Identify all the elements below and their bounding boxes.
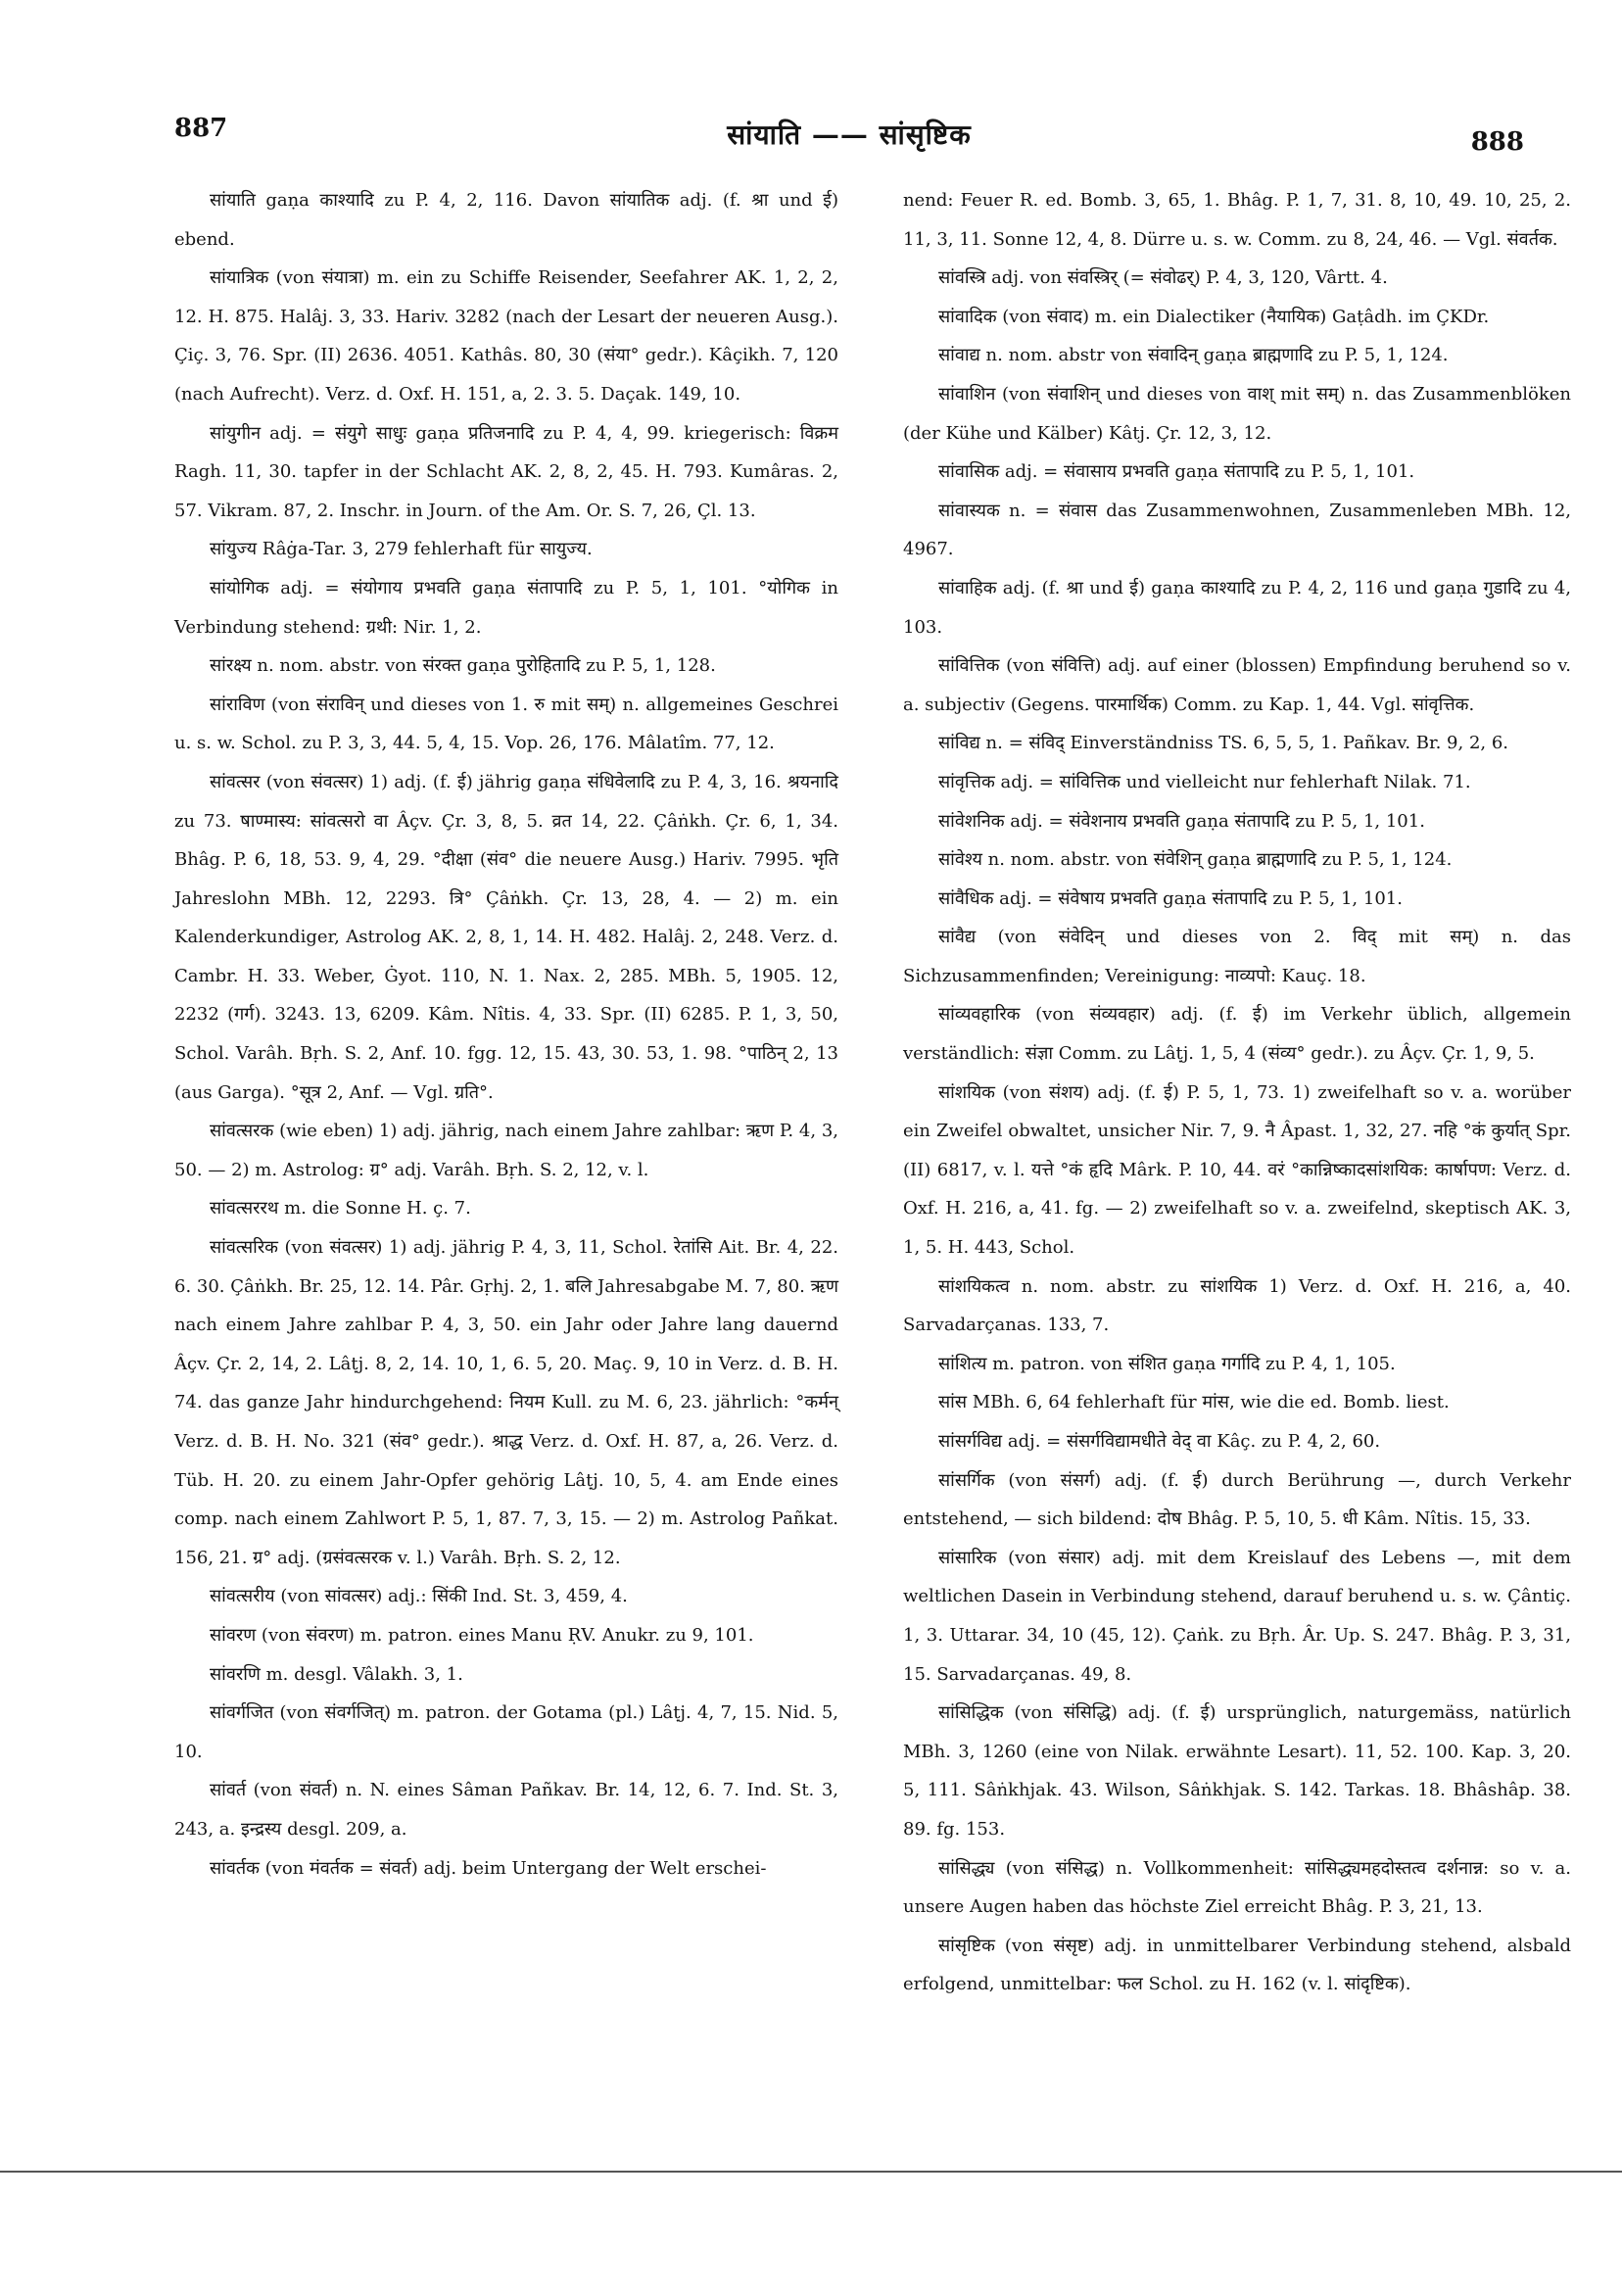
dictionary-entry: सांवस्त्रि adj. von संवस्त्रिर् (= संवोढर्) P. 4, 3, 120, Vârtt. 4. — [938, 267, 1388, 289]
left-column — [174, 181, 838, 1888]
dictionary-entry: सांशित्य m. patron. von संशित gaṇa गर्गादि zu P. 4, 1, 105. — [938, 1353, 1396, 1374]
dictionary-entry: सांवत्सरिक (von संवत्सर) 1) adj. jährig P. 4, 3, 11, Schol. रेतांसि Ait. Br. 4, 22. 6. 30. Çâṅkh. Br. 25, 12. 14. Pâr. Gṛhj. 2, 1. बलि Jahresabgabe M. 7, 80. ऋण nach einem Jahre zahlbar P. 4, 3, 50. ein Jahr oder Jahre lang dauernd Âçv. Çr. 2, 14, 2. Lâṭj. 8, 2, 14. 10, 1, 6. 5, 20. Maç. 9, 10 in Verz. d. B. H. 74. das ganze Jahr hindurchgehend: नियम Kull. zu M. 6, 23. jährlich: °कर्मन् Verz. d. B. H. No. 321 (संव° gedr.). श्राद्ध Verz. d. Oxf. H. 87, a, 26. Verz. d. Tüb. H. 20. zu einem Jahr-Opfer gehörig Lâṭj. 10, 5, 4. am Ende eines comp. nach einem Zahlwort P. 5, 1, 87. 7, 3, 15. — 2) m. Astrolog Pañkat. 156, 21. ग्र° adj. (ग्रसंवत्सरक v. l.) Varâh. Bṛh. S. 2, 12. — [174, 1237, 838, 1568]
dictionary-entry: सांवरणि m. desgl. Vâlakh. 3, 1. — [210, 1663, 463, 1685]
page-number-right: 888 — [1470, 127, 1524, 157]
dictionary-entry: सांसर्गिक (von संसर्ग) adj. (f. ई) durch Berührung —, durch Verkehr entstehend, — sich bildend: दोष Bhâg. P. 5, 10, 5. धी Kâm. Nîtis. 15, 33. — [903, 1469, 1571, 1530]
dictionary-entry: सांराविण (von संराविन् und dieses von 1. रु mit सम्) n. allgemeines Geschrei u. s. w. Schol. zu P. 3, 3, 44. 5, 4, 15. Vop. 26, 176. Mâlatîm. 77, 12. — [174, 694, 838, 754]
dictionary-entry: सांवृत्तिक adj. = सांवित्तिक und vielleicht nur fehlerhaft Nilak. 71. — [938, 771, 1471, 792]
dictionary-entry: सांवर्गजित (von संवर्गजित्) m. patron. der Gotama (pl.) Lâṭj. 4, 7, 15. Nid. 5, 10. — [174, 1702, 838, 1762]
dictionary-entry: सांशयिकत्व n. nom. abstr. zu सांशयिक 1) Verz. d. Oxf. H. 216, a, 40. Sarvadarçanas. 133, 7. — [903, 1275, 1571, 1336]
dictionary-entry: सांवत्सर (von संवत्सर) 1) adj. (f. ई) jährig gaṇa संधिवेलादि zu P. 4, 3, 16. श्रयनादि zu 73. षाण्मास्य: सांवत्सरो वा Âçv. Çr. 3, 8, 5. व्रत 14, 22. Çâṅkh. Çr. 6, 1, 34. Bhâg. P. 6, 18, 53. 9, 4, 29. °दीक्षा (संव° die neuere Ausg.) Hariv. 7995. भृति Jahreslohn MBh. 12, 2293. त्रि° Çâṅkh. Çr. 13, 28, 4. — 2) m. ein Kalenderkundiger, Astrolog AK. 2, 8, 1, 14. H. 482. Halâj. 2, 248. Verz. d. Cambr. H. 33. Weber, Ġyot. 110, N. 1. Nax. 2, 285. MBh. 5, 1905. 12, 2232 (गर्ग). 3243. 13, 6209. Kâm. Nîtis. 4, 33. Spr. (II) 6285. P. 1, 3, 50, Schol. Varâh. Bṛh. S. 2, Anf. 10. fgg. 12, 15. 43, 30. 53, 1. 98. °पाठिन् 2, 13 (aus Garga). °सूत्र 2, Anf. — Vgl. ग्रति°. — [174, 771, 838, 1103]
dictionary-entry: सांवादिक (von संवाद) m. ein Dialectiker (नैयायिक) Gaṭâdh. im ÇKDr. — [938, 306, 1490, 327]
dictionary-entry: सांवाशिन (von संवाशिन् und dieses von वाश् mit सम्) n. das Zusammenblöken (der Kühe und Kälber) Kâtj. Çr. 12, 3, 12. — [903, 383, 1571, 444]
dictionary-entry: सांवत्सरीय (von सांवत्सर) adj.: सिंकी Ind. St. 3, 459, 4. — [210, 1586, 628, 1607]
dictionary-entry: सांवाद्य n. nom. abstr von संवादिन् gaṇa ब्राह्मणादि zu P. 5, 1, 124. — [938, 345, 1449, 366]
dictionary-entry: सांविद्य n. = संविद् Einverständniss TS. 6, 5, 5, 1. Pañkav. Br. 9, 2, 6. — [938, 733, 1509, 754]
dictionary-entry: सांरक्ष्य n. nom. abstr. von संरक्त gaṇa पुरोहितादि zu P. 5, 1, 128. — [210, 655, 716, 677]
dictionary-entry: सांवर्त (von संवर्त) n. N. eines Sâman Pañkav. Br. 14, 12, 6. 7. Ind. St. 3, 243, a. इन्द्रस्य desgl. 209, a. — [174, 1780, 838, 1840]
dictionary-entry: सांवाहिक adj. (f. श्रा und ई) gaṇa काश्यादि zu P. 4, 2, 116 und gaṇa गुडादि zu 4, 103. — [903, 577, 1571, 638]
dictionary-entry: सांसृष्टिक (von संसृष्ट) adj. in unmittelbarer Verbindung stehend, alsbald erfolgend, unmittelbar: फल Schol. zu H. 162 (v. l. सांदृष्टिक). — [903, 1935, 1571, 1995]
dictionary-entry: सांवेशनिक adj. = संवेशनाय प्रभवति gaṇa संतापादि zu P. 5, 1, 101. — [938, 810, 1425, 832]
dictionary-entry: सांव्यवहारिक (von संव्यवहार) adj. (f. ई) im Verkehr üblich, allgemein verständlich: संज्ञा Comm. zu Lâṭj. 1, 5, 4 (संव्य° gedr.). zu Âçv. Çr. 1, 9, 5. — [903, 1004, 1571, 1065]
dictionary-entry: सांवास्यक n. = संवास das Zusammenwohnen, Zusammenleben MBh. 12, 4967. — [903, 500, 1571, 560]
running-title: सांयाति —— सांसृष्टिक — [727, 119, 972, 151]
dictionary-entry: सांवत्सररथ m. die Sonne H. ç. 7. — [210, 1198, 471, 1220]
dictionary-entry: सांयोगिक adj. = संयोगाय प्रभवति gaṇa संतापादि zu P. 5, 1, 101. °योगिक in Verbindung stehend: ग्रथी: Nir. 1, 2. — [174, 577, 838, 638]
dictionary-entry: सांवासिक adj. = संवासाय प्रभवति gaṇa संतापादि zu P. 5, 1, 101. — [938, 461, 1415, 483]
dictionary-entry: सांसिद्धिक (von संसिद्धि) adj. (f. ई) ursprünglich, naturgemäss, natürlich MBh. 3, 1260 (eine von Nilak. erwähnte Lesart). 11, 52. 100. Kap. 3, 20. 5, 111. Sâṅkhjak. 43. Wilson, Sâṅkhjak. S. 142. Tarkas. 18. Bhâshâp. 38. 89. fg. 153. — [903, 1702, 1571, 1840]
dictionary-entry: सांयुज्य Râġa-Tar. 3, 279 fehlerhaft für सायुज्य. — [210, 539, 593, 560]
dictionary-entry: सांवेश्य n. nom. abstr. von संवेशिन् gaṇa ब्राह्मणादि zu P. 5, 1, 124. — [938, 849, 1453, 871]
dictionary-entry: सांस MBh. 6, 64 fehlerhaft für मांस, wie die ed. Bomb. liest. — [938, 1392, 1450, 1413]
dictionary-entry: सांसारिक (von संसार) adj. mit dem Kreislauf des Lebens —, mit dem weltlichen Dasein in Verbindung stehend, darauf beruhend u. s. w. Çântiç. 1, 3. Uttarar. 34, 10 (45, 12). Çaṅk. zu Bṛh. Âr. Up. S. 247. Bhâg. P. 3, 31, 15. Sarvadarçanas. 49, 8. — [903, 1547, 1571, 1685]
dictionary-entry: सांवर्तक (von मंवर्तक = संवर्त) adj. beim Untergang der Welt erschei- — [210, 1857, 767, 1879]
dictionary-entry: सांवैधिक adj. = संवेषाय प्रभवति gaṇa संतापादि zu P. 5, 1, 101. — [938, 887, 1403, 909]
right-column — [903, 181, 1571, 2004]
dictionary-entry: सांवरण (von संवरण) m. patron. eines Manu ṚV. Anukr. zu 9, 101. — [210, 1624, 754, 1646]
dictionary-entry: सांसर्गविद्य adj. = संसर्गविद्यामधीते वेद् वा Kâç. zu P. 4, 2, 60. — [938, 1431, 1381, 1452]
page-header — [174, 106, 1524, 155]
dictionary-entry: सांशयिक (von संशय) adj. (f. ई) P. 5, 1, 73. 1) zweifelhaft so v. a. worüber ein Zweifel obwaltet, unsicher Nir. 7, 9. नै Âpast. 1, 32, 27. नहि °कं कुर्यात् Spr. (II) 6817, v. l. यत्ते °कं हृदि Mârk. P. 10, 44. वरं °कान्निष्कादसांशयिक: कार्षापण: Verz. d. Oxf. H. 216, a, 41. fg. — 2) zweifelhaft so v. a. zweifelnd, skeptisch AK. 3, 1, 5. H. 443, Schol. — [903, 1081, 1571, 1259]
dictionary-entry: सांयुगीन adj. = संयुगे साधुः gaṇa प्रतिजनादि zu P. 4, 4, 99. kriegerisch: विक्रम Ragh. 11, 30. tapfer in der Schlacht AK. 2, 8, 2, 45. H. 793. Kumâras. 2, 57. Vikram. 87, 2. Inschr. in Journ. of the Am. Or. S. 7, 26, Çl. 13. — [174, 422, 838, 521]
dictionary-entry: सांयात्रिक (von संयात्रा) m. ein zu Schiffe Reisender, Seefahrer AK. 1, 2, 2, 12. H. 875. Halâj. 3, 33. Hariv. 3282 (nach der Lesart der neueren Ausg.). Çiç. 3, 76. Spr. (II) 2636. 4051. Kathâs. 80, 30 (संया° gedr.). Kâçikh. 7, 120 (nach Aufrecht). Verz. d. Oxf. H. 151, a, 2. 3. 5. Daçak. 149, 10. — [174, 267, 838, 405]
dictionary-entry: nend: Feuer R. ed. Bomb. 3, 65, 1. Bhâg. P. 1, 7, 31. 8, 10, 49. 10, 25, 2. 11, 3, 11. Sonne 12, 4, 8. Dürre u. s. w. Comm. zu 8, 24, 46. — Vgl. संवर्तक. — [903, 190, 1571, 250]
dictionary-entry: सांयाति gaṇa काश्यादि zu P. 4, 2, 116. Davon सांयातिक adj. (f. श्रा und ई) ebend. — [174, 190, 838, 250]
dictionary-entry: सांवित्तिक (von संवित्ति) adj. auf einer (blossen) Empfindung beruhend so v. a. subjectiv (Gegens. पारमार्थिक) Comm. zu Kap. 1, 44. Vgl. सांवृत्तिक. — [903, 655, 1571, 715]
page-number-left: 887 — [174, 114, 228, 143]
footer-rule — [0, 2171, 1622, 2173]
dictionary-entry: सांवत्सरक (wie eben) 1) adj. jährig, nach einem Jahre zahlbar: ऋण P. 4, 3, 50. — 2) m. Astrolog: ग्र° adj. Varâh. Bṛh. S. 2, 12, v. l. — [174, 1121, 838, 1180]
dictionary-entry: सांसिद्ध्य (von संसिद्ध) n. Vollkommenheit: सांसिद्ध्यमहदोस्तत्व दर्शनान्न: so v. a. unsere Augen haben das höchste Ziel erreicht Bhâg. P. 3, 21, 13. — [903, 1857, 1571, 1918]
dictionary-entry: सांवैद्य (von संवेदिन् und dieses von 2. विद् mit सम्) n. das Sichzusammenfinden; Vereinigung: नाव्यपो: Kauç. 18. — [903, 927, 1571, 986]
